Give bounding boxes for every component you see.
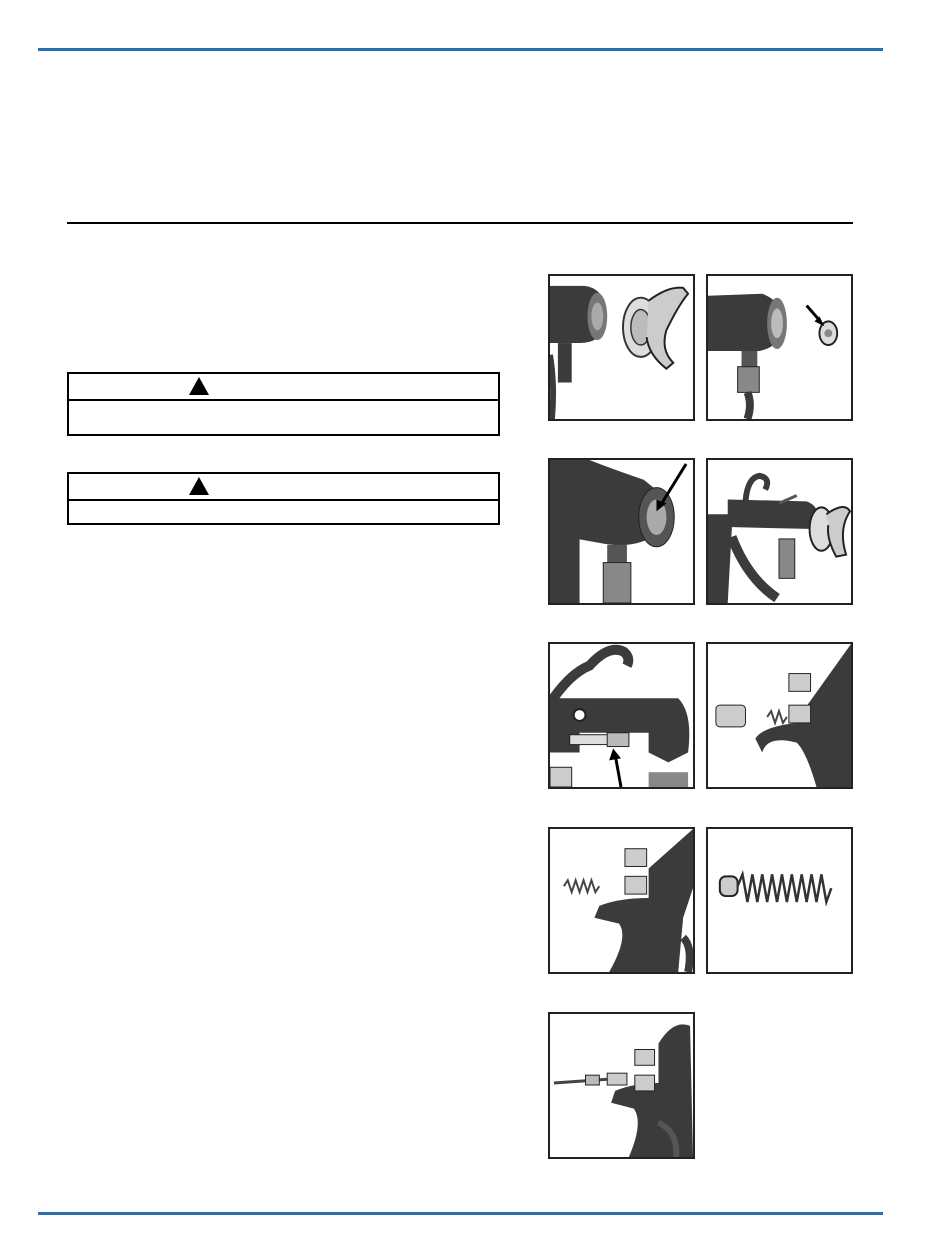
warning-triangle-icon <box>188 476 210 496</box>
spray-gun-rear-icon <box>550 829 693 972</box>
warning-callout-header <box>69 474 498 501</box>
spray-gun-front-icon <box>708 276 851 419</box>
spray-gun-side-icon <box>550 644 693 787</box>
figure-needle-coupling <box>548 642 695 789</box>
figure-gun-assembled <box>706 458 853 605</box>
header-rule <box>38 48 883 51</box>
warning-callout <box>67 372 500 436</box>
spray-gun-front-icon <box>550 276 693 419</box>
footer-rule <box>38 1212 883 1215</box>
spray-gun-rear-icon <box>708 644 851 787</box>
figure-tip-guard-removed <box>548 274 695 421</box>
warning-callout <box>67 472 500 525</box>
figure-diffuser-housing <box>548 458 695 605</box>
figure-needle-removal <box>548 1012 695 1159</box>
spring-icon <box>708 829 851 972</box>
warning-triangle-icon <box>188 376 210 396</box>
spray-gun-rear-icon <box>550 1014 693 1157</box>
figure-tip-seal-removal <box>706 274 853 421</box>
figure-spring-removal <box>548 827 695 974</box>
spray-gun-side-icon <box>708 460 851 603</box>
figure-rear-cap-spring <box>706 642 853 789</box>
figure-spring-detail <box>706 827 853 974</box>
warning-callout-header <box>69 374 498 401</box>
section-divider <box>67 222 853 224</box>
spray-gun-front-icon <box>550 460 693 603</box>
